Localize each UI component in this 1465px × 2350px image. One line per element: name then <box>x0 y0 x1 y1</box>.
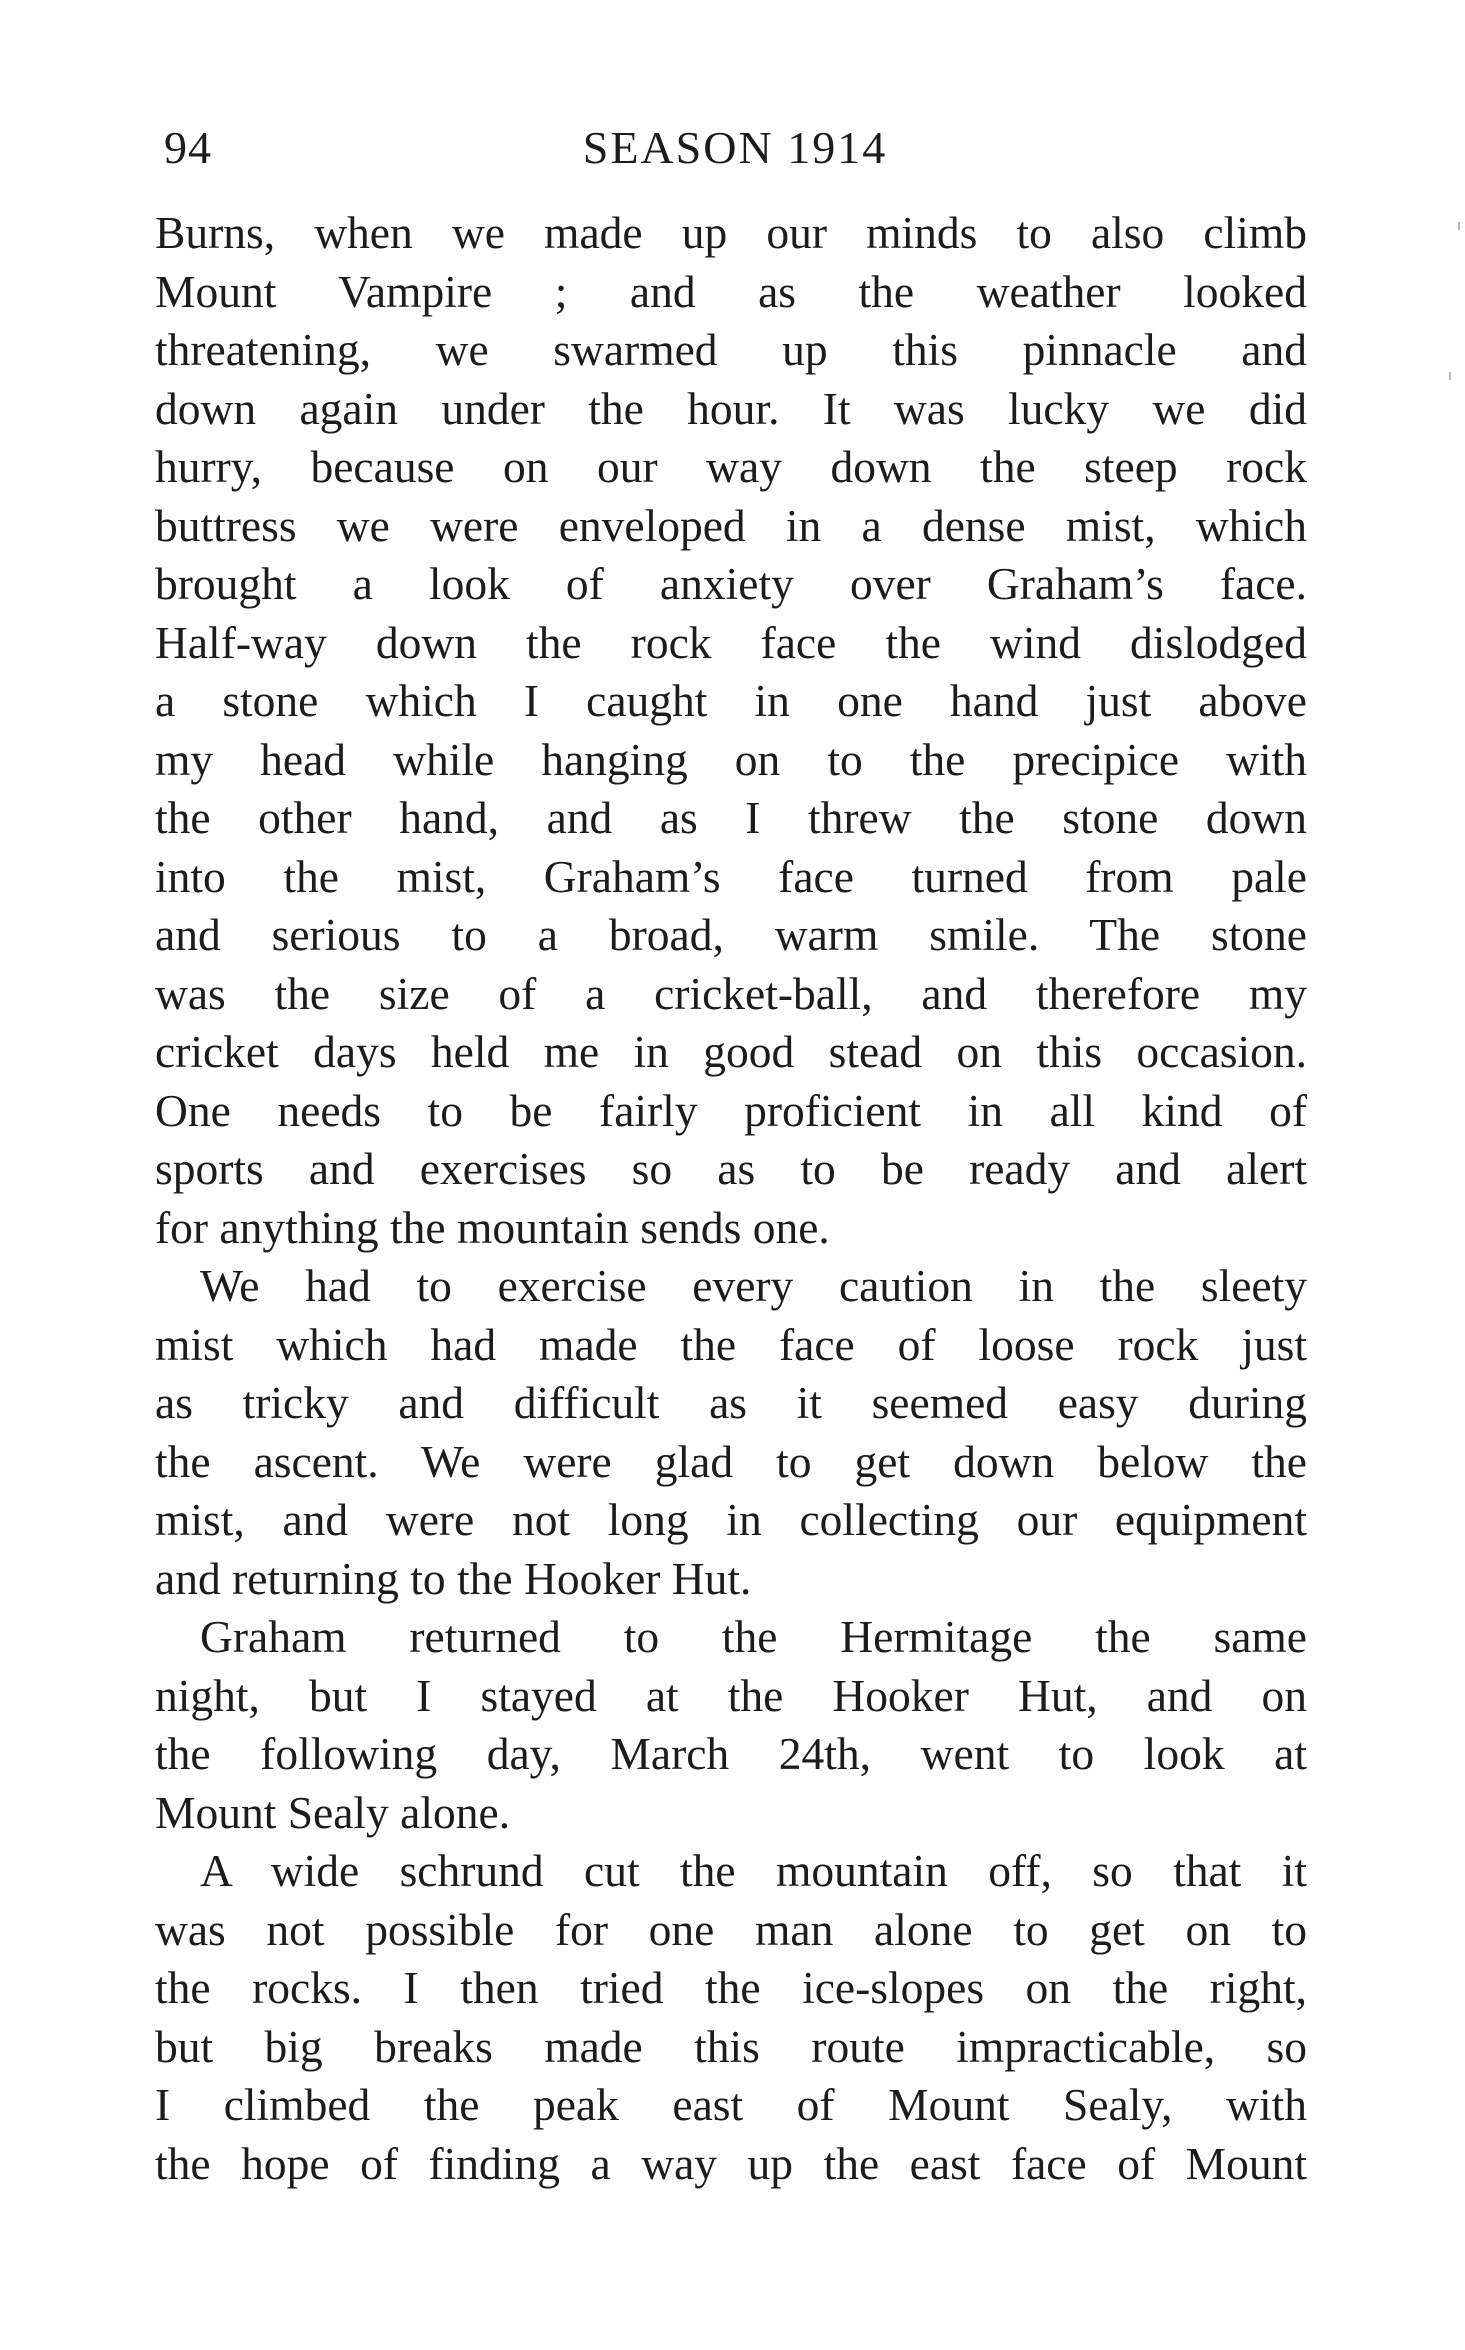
body-text <box>155 204 1307 2193</box>
text-line: into the mist, Graham’s face turned from pale <box>155 850 1307 902</box>
text-line: Half-way down the rock face the wind dislodged <box>155 616 1307 668</box>
text-line: One needs to be fairly proficient in all kind of <box>155 1084 1307 1136</box>
text-line: hurry, because on our way down the steep rock <box>155 441 1307 492</box>
text-line: night, but I stayed at the Hooker Hut, and on <box>155 1669 1307 1721</box>
text-line: the hope of finding a way up the east face of Mount <box>155 2137 1307 2189</box>
text-line: Burns, when we made up our minds to also climb <box>155 207 1307 258</box>
text-line: Mount Vampire ; and as the weather looked <box>155 265 1307 317</box>
text-line: the following day, March 24th, went to look at <box>155 1728 1307 1779</box>
text-line: the rocks. I then tried the ice-slopes on the right, <box>155 1962 1307 2013</box>
page-number: 94 <box>164 122 212 173</box>
text-line: I climbed the peak east of Mount Sealy, with <box>155 2079 1307 2130</box>
text-line: Mount Sealy alone. <box>155 1786 511 1838</box>
margin-mark <box>1458 222 1460 230</box>
text-line: and serious to a broad, warm smile. The stone <box>155 909 1307 960</box>
text-line: cricket days held me in good stead on this occasion. <box>155 1026 1307 1077</box>
text-line: as tricky and difficult as it seemed easy during <box>155 1377 1307 1428</box>
text-line: but big breaks made this route impracticable, so <box>155 2020 1307 2072</box>
text-line: was the size of a cricket-ball, and therefore my <box>155 967 1307 1019</box>
text-line: for anything the mountain sends one. <box>155 1201 830 1253</box>
text-line: A wide schrund cut the mountain off, so that it <box>200 1845 1307 1896</box>
running-head <box>160 118 1310 178</box>
margin-mark <box>1449 372 1451 380</box>
text-line: buttress we were enveloped in a dense mist, which <box>155 499 1307 551</box>
text-line: threatening, we swarmed up this pinnacle and <box>155 324 1307 375</box>
text-line: We had to exercise every caution in the sleety <box>200 1260 1307 1311</box>
text-line: down again under the hour. It was lucky we did <box>155 382 1307 434</box>
text-line: the ascent. We were glad to get down below the <box>155 1435 1307 1487</box>
text-line: a stone which I caught in one hand just above <box>155 675 1307 726</box>
text-line: and returning to the Hooker Hut. <box>155 1552 752 1604</box>
text-line: sports and exercises so as to be ready and alert <box>155 1143 1307 1194</box>
text-line: mist which had made the face of loose rock just <box>155 1318 1307 1370</box>
text-line: brought a look of anxiety over Graham’s face. <box>155 558 1307 609</box>
text-line: my head while hanging on to the precipice with <box>155 733 1307 785</box>
text-line: mist, and were not long in collecting our equipment <box>155 1494 1307 1545</box>
text-line: Graham returned to the Hermitage the same <box>200 1611 1307 1662</box>
text-line: the other hand, and as I threw the stone down <box>155 792 1307 843</box>
running-title: SEASON 1914 <box>582 122 888 173</box>
text-line: was not possible for one man alone to get on to <box>155 1903 1307 1955</box>
